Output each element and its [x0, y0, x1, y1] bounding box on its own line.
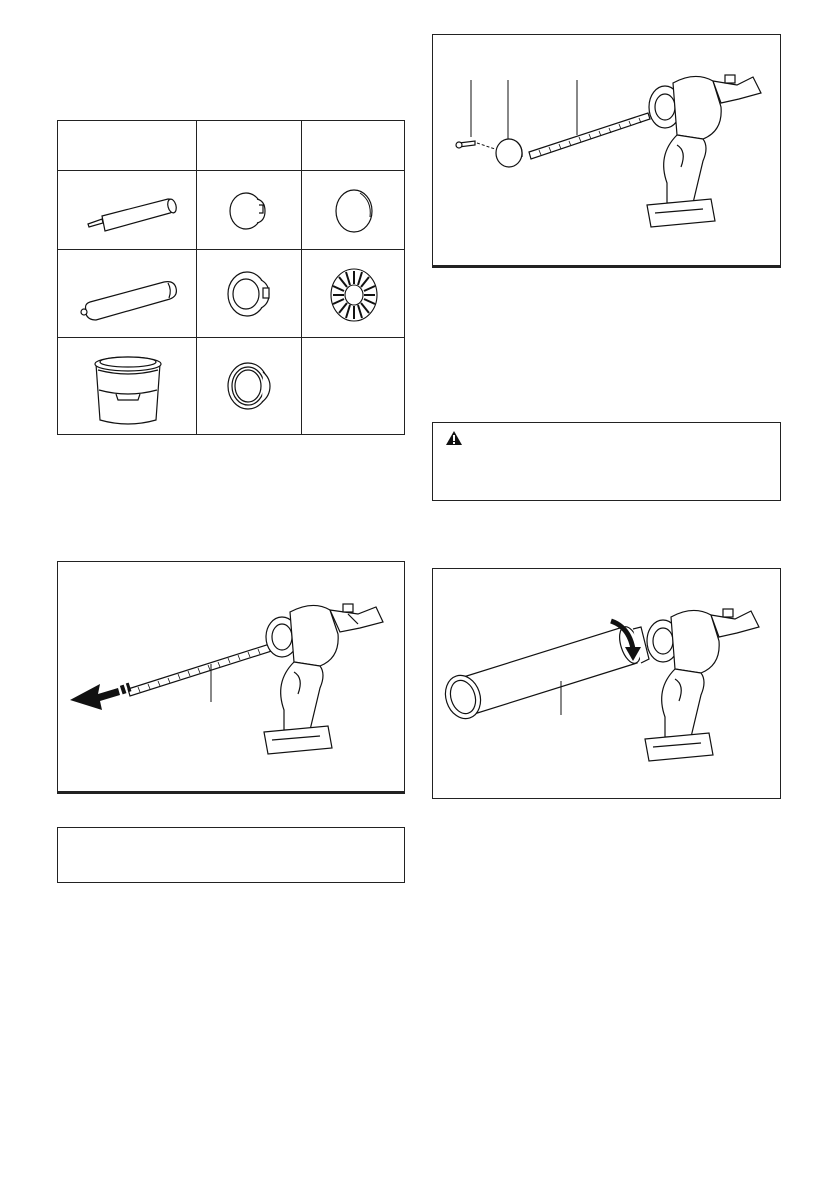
figure-holder — [432, 568, 781, 799]
caulking-gun-rod-removed-icon — [58, 562, 404, 791]
table-row — [58, 338, 405, 435]
bucket-icon — [58, 338, 197, 435]
cartridge-icon — [58, 171, 197, 250]
component-table — [57, 120, 405, 435]
figure-rod-removal — [57, 561, 405, 792]
flat-disk-icon — [302, 171, 405, 250]
figure-underline — [57, 792, 405, 794]
table-header-row — [58, 121, 405, 171]
warning-triangle-icon — [445, 430, 463, 446]
ribbed-disk-icon — [302, 250, 405, 338]
table-row — [58, 171, 405, 250]
caulking-gun-holder-icon — [433, 569, 780, 798]
figure-underline — [432, 266, 781, 268]
warning-box — [432, 422, 781, 501]
figure-rod-parts — [432, 34, 781, 266]
table-header-cell — [58, 121, 197, 171]
table-header-cell — [197, 121, 302, 171]
caulking-gun-rod-parts-icon — [433, 35, 780, 265]
note-box — [57, 827, 405, 883]
plunger-cup-icon — [197, 250, 302, 338]
empty-cell — [302, 338, 405, 435]
bulk-plunger-ring-icon — [197, 338, 302, 435]
sausage-pack-icon — [58, 250, 197, 338]
table-header-cell — [302, 121, 405, 171]
table-row — [58, 250, 405, 338]
small-plunger-plate-icon — [197, 171, 302, 250]
